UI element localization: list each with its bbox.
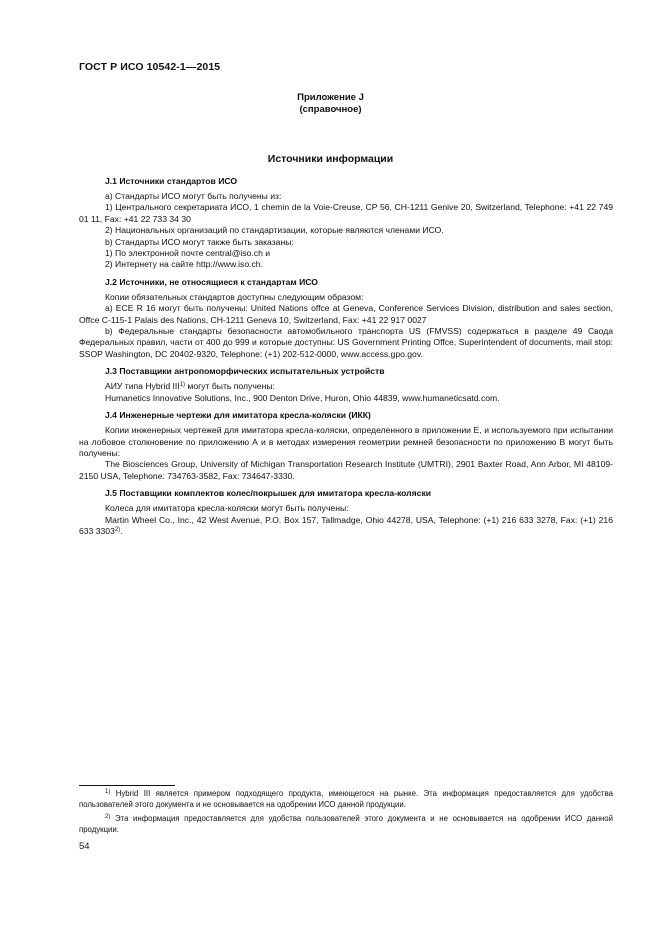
section-heading: J.1 Источники стандартов ИСО xyxy=(105,176,238,186)
section-j4 xyxy=(79,410,613,482)
paragraph-text-after: могут быть получены: xyxy=(185,381,275,392)
paragraph: 2) Интернету на сайте http://www.iso.ch. xyxy=(105,259,263,270)
paragraph: The Biosciences Group, University of Michigan Transportation Research Institute (UMTRI), 2901 Baxter Road, Ann Arbor, MI 48109-2150 USA, Telephone: 734763-3582, Fax: 734647-3330. xyxy=(79,459,613,481)
paragraph-text: АИУ типа Hybrid III xyxy=(105,381,180,392)
footnotes xyxy=(79,789,613,839)
paragraph-text: Martin Wheel Co., Inc., 42 West Avenue, P.O. Box 157, Tallmadge, Ohio 44278, USA, Telephone: (+1) 216 633 3278, Fax: (+1) 216 633 3303 xyxy=(79,514,613,536)
section-heading: J.3 Поставщики антропоморфических испытательных устройств xyxy=(105,366,385,377)
document-body xyxy=(79,170,613,537)
paragraph-text-after: . xyxy=(120,525,123,536)
paragraph: а) Стандарты ИСО могут быть получены из: xyxy=(105,191,282,201)
footnote-ref: 1) xyxy=(179,382,186,389)
section-j2 xyxy=(79,277,613,360)
paragraph: a) ECE R 16 могут быть получены: United Nations offce at Geneva, Conference Services Division, distribution and sales section, Offce C-115-1 Palais des Nations, CH-1211 Geneva 10, Switzerland, Fax: +41 22 917 0027 xyxy=(79,303,613,325)
footnote-mark: 2) xyxy=(105,814,111,821)
paragraph xyxy=(79,381,613,392)
section-heading: J.4 Инженерные чертежи для имитатора кресла-коляски (ИКК) xyxy=(105,410,371,421)
paragraph: Копии инженерных чертежей для имитатора кресла-коляски, определенного в приложении Е, и используемого при испытании на лобовое столкновение по приложению А и в методах измерения геометрии ремней безопасности по приложению В могут быть получены: xyxy=(79,425,613,458)
paragraph: 2) Национальных организаций по стандартизации, которые являются членами ИСО. xyxy=(105,225,444,236)
footnote xyxy=(79,814,613,835)
paragraph: 1) По электронной почте central@iso.ch и xyxy=(105,248,271,259)
footnote-mark: 1) xyxy=(105,789,111,795)
document-title: Источники информации xyxy=(267,153,394,165)
section-j3 xyxy=(79,366,613,404)
section-j1 xyxy=(79,176,613,271)
paragraph: Humanetics Innovative Solutions, Inc., 900 Denton Drive, Huron, Ohio 44839, www.humaneticsatd.com. xyxy=(105,392,500,403)
footnote xyxy=(79,789,613,810)
section-heading: J.5 Поставщики комплектов колес/покрышек для имитатора кресла-коляски xyxy=(105,488,432,499)
paragraph: b) Стандарты ИСО могут также быть заказаны: xyxy=(105,236,294,247)
annex-title: Приложение J xyxy=(297,92,364,103)
page-number: 54 xyxy=(79,841,90,852)
footnote-text: Эта информация предоставляется для удобства пользователей этого документа и не основывается на одобрении ИСО данной продукции. xyxy=(79,814,613,834)
section-heading: J.2 Источники, не относящиеся к стандартам ИСО xyxy=(105,276,318,287)
paragraph: Колеса для имитатора кресла-коляски могут быть получены: xyxy=(105,503,349,514)
footnote-divider xyxy=(79,785,175,786)
footnote-ref: 2) xyxy=(114,526,121,533)
paragraph: b) Федеральные стандарты безопасности автомобильного транспорта US (FMVSS) содержаться в разделе 49 Свода Федеральных правил, части от 400 до 999 и которые доступны: US Government Printing Offce, Superintendent of documents, mail stop: SSOP Washington, DC 20402-9320, Telephone: (+1) 202-512-0000, www.access.gpo.gov. xyxy=(79,326,613,359)
paragraph: 1) Центрального секретариата ИСО, 1 chemin de la Voie-Creuse, CP 56, CH-1211 Genive 20, Switzerland, Telephone: +41 22 749 01 11, Fax: +41 22 733 34 30 xyxy=(79,202,613,224)
annex-kind: (справочное) xyxy=(299,104,362,115)
section-j5 xyxy=(79,488,613,537)
footnote-text: Hybrid III является примером подходящего продукта, имеющегося на рынке. Эта информация предоставляется для удобства пользователей этого документа и не основывается на одобрении ИСО данной продукции. xyxy=(79,789,613,809)
paragraph xyxy=(79,515,613,538)
paragraph: Копии обязательных стандартов доступны следующим образом: xyxy=(105,291,364,302)
standard-code: ГОСТ Р ИСО 10542-1—2015 xyxy=(79,61,221,73)
